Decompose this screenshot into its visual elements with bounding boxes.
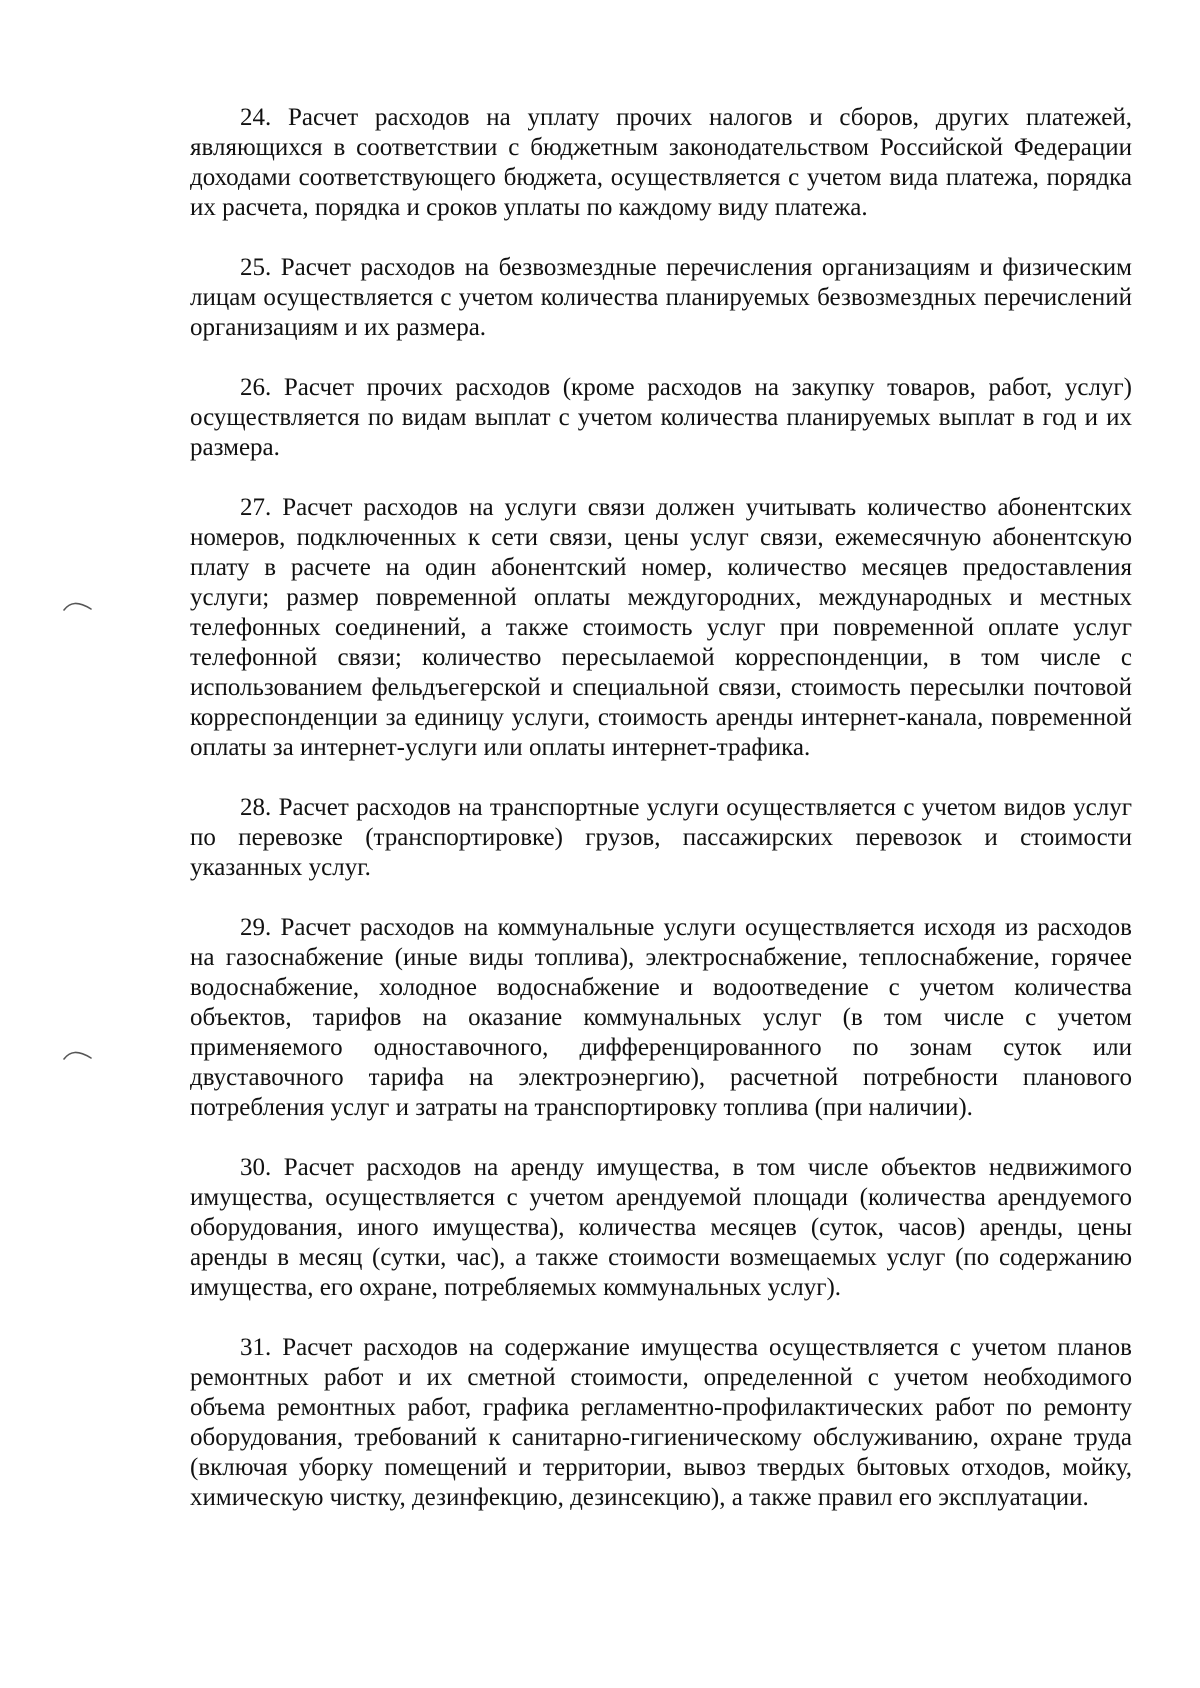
paragraph-26: 26. Расчет прочих расходов (кроме расходов на закупку товаров, работ, услуг) осуществляется по видам выплат с учетом количества планируемых выплат в год и их размера. — [190, 374, 1132, 461]
paragraph-24: 24. Расчет расходов на уплату прочих налогов и сборов, других платежей, являющихся в соответствии с бюджетным законодательством Российской Федерации доходами соответствующего бюджета, осуществляется с учетом вида платежа, порядка их расчета, порядка и сроков уплаты по каждому виду платежа. — [190, 104, 1132, 221]
punch-hole-mark-lower — [62, 1047, 94, 1063]
paragraph-30: 30. Расчет расходов на аренду имущества, в том числе объектов недвижимого имущества, осуществляется с учетом арендуемой площади (количества арендуемого оборудования, иного имущества), количества месяцев (суток, часов) аренды, цены аренды в месяц (сутки, час), а также стоимости возмещаемых услуг (по содержанию имущества, его охране, потребляемых коммунальных услуг). — [190, 1154, 1132, 1301]
paragraph-29: 29. Расчет расходов на коммунальные услуги осуществляется исходя из расходов на газоснабжение (иные виды топлива), электроснабжение, теплоснабжение, горячее водоснабжение, холодное водоснабжение и водоотведение с учетом количества объектов, тарифов на оказание коммунальных услуг (в том числе с учетом применяемого одноставочного, дифференцированного по зонам суток или двуставочного тарифа на электроэнергию), расчетной потребности планового потребления услуг и затраты на транспортировку топлива (при наличии). — [190, 914, 1132, 1121]
paragraph-25: 25. Расчет расходов на безвозмездные перечисления организациям и физическим лицам осуществляется с учетом количества планируемых безвозмездных перечислений организациям и их размера. — [190, 254, 1132, 341]
paragraph-28: 28. Расчет расходов на транспортные услуги осуществляется с учетом видов услуг по перевозке (транспортировке) грузов, пассажирских перевозок и стоимости указанных услуг. — [190, 794, 1132, 881]
document-body — [190, 103, 1132, 1543]
paragraph-31: 31. Расчет расходов на содержание имущества осуществляется с учетом планов ремонтных работ и их сметной стоимости, определенной с учетом необходимого объема ремонтных работ, графика регламентно-профилактических работ по ремонту оборудования, требований к санитарно-гигиеническому обслуживанию, охране труда (включая уборку помещений и территории, вывоз твердых бытовых отходов, мойку, химическую чистку, дезинфекцию, дезинсекцию), а также правил его эксплуатации. — [190, 1334, 1132, 1511]
paragraph-27: 27. Расчет расходов на услуги связи должен учитывать количество абонентских номеров, подключенных к сети связи, цены услуг связи, ежемесячную абонентскую плату в расчете на один абонентский номер, количество месяцев предоставления услуги; размер повременной оплаты междугородних, международных и местных телефонных соединений, а также стоимость услуг при повременной оплате услуг телефонной связи; количество пересылаемой корреспонденции, в том числе с использованием фельдъегерской и специальной связи, стоимость пересылки почтовой корреспонденции за единицу услуги, стоимость аренды интернет-канала, повременной оплаты за интернет-услуги или оплаты интернет-трафика. — [190, 494, 1132, 761]
punch-hole-mark-upper — [62, 598, 94, 614]
